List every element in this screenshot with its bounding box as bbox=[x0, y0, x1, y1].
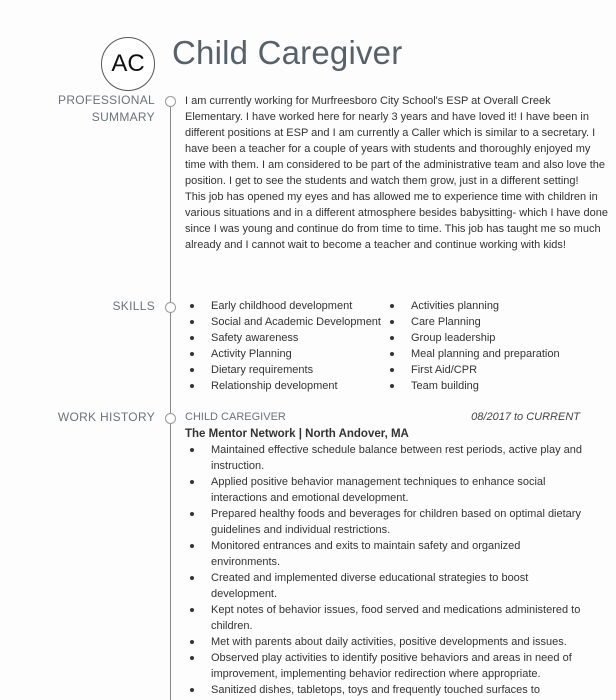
skill-item: Group leadership bbox=[385, 330, 560, 346]
timeline-line bbox=[170, 100, 171, 700]
timeline-dot bbox=[165, 96, 176, 107]
skills-column-1 bbox=[185, 298, 385, 394]
professional-summary bbox=[185, 93, 610, 253]
duty-item: Prepared healthy foods and beverages for children based on optimal dietary guidelines and individual restrictions. bbox=[185, 506, 585, 538]
section-label-summary: PROFESSIONAL SUMMARY bbox=[58, 93, 155, 124]
skill-item: Meal planning and preparation bbox=[385, 346, 560, 362]
duty-item: Created and implemented diverse educational strategies to boost development. bbox=[185, 570, 585, 602]
duty-item: Applied positive behavior management techniques to enhance social interactions and emotional development. bbox=[185, 474, 585, 506]
skill-item: Relationship development bbox=[185, 378, 385, 394]
summary-paragraph: I am currently working for Murfreesboro City School's ESP at Overall Creek Elementary. I have worked here for nearly 3 years and have loved it! I have been in different positions at ESP and I am currently a Caller which is similar to a secretary. I have been a teacher for a couple of years with students and thoroughly enjoyed my time with them. I am considered to be part of the administrative team and also love the position. I get to see the students and watch them grow, just in a different setting! bbox=[185, 95, 606, 187]
skill-item: Activities planning bbox=[385, 298, 560, 314]
timeline-dot bbox=[165, 302, 176, 313]
work-history-entry bbox=[185, 409, 610, 698]
summary-paragraph: This job has opened my eyes and has allowed me to experience time with children in various situations and in a different atmosphere besides babysitting- which I have done since I was young and continue do from time to time. This job has taught me so much already and I cannot wait to become a teacher and continue working with kids! bbox=[185, 191, 608, 251]
skill-item: Safety awareness bbox=[185, 330, 385, 346]
section-label-skills: SKILLS bbox=[112, 299, 155, 313]
initials: AC bbox=[111, 50, 145, 77]
duty-item: Observed play activities to identify positive behaviors and areas in need of improvement, implementing behavior redirection where appropriate. bbox=[185, 650, 585, 682]
company-location: The Mentor Network | North Andover, MA bbox=[185, 428, 409, 440]
skill-item: Team building bbox=[385, 378, 560, 394]
skill-item: First Aid/CPR bbox=[385, 362, 560, 378]
skill-item: Dietary requirements bbox=[185, 362, 385, 378]
job-title: CHILD CAREGIVER bbox=[185, 411, 286, 423]
skill-item: Early childhood development bbox=[185, 298, 385, 314]
skill-item: Care Planning bbox=[385, 314, 560, 330]
duty-item: Sanitized dishes, tabletops, toys and frequently touched surfaces to bbox=[185, 682, 585, 698]
skills-list bbox=[185, 298, 560, 394]
skills-column-2 bbox=[385, 298, 560, 394]
job-dates: 08/2017 to CURRENT bbox=[471, 411, 580, 423]
duty-item: Met with parents about daily activities, positive developments and issues. bbox=[185, 634, 585, 650]
duty-item: Monitored entrances and exits to maintain safety and organized environments. bbox=[185, 538, 585, 570]
skill-item: Social and Academic Development bbox=[185, 314, 385, 330]
duty-item: Kept notes of behavior issues, food served and medications administered to children. bbox=[185, 602, 585, 634]
page-title: Child Caregiver bbox=[172, 34, 403, 71]
timeline-dot bbox=[165, 413, 176, 424]
skill-item: Activity Planning bbox=[185, 346, 385, 362]
duty-item: Maintained effective schedule balance between rest periods, active play and instruction. bbox=[185, 442, 585, 474]
monogram-avatar bbox=[101, 37, 155, 91]
job-duties bbox=[185, 442, 585, 698]
section-label-work-history: WORK HISTORY bbox=[57, 410, 155, 424]
